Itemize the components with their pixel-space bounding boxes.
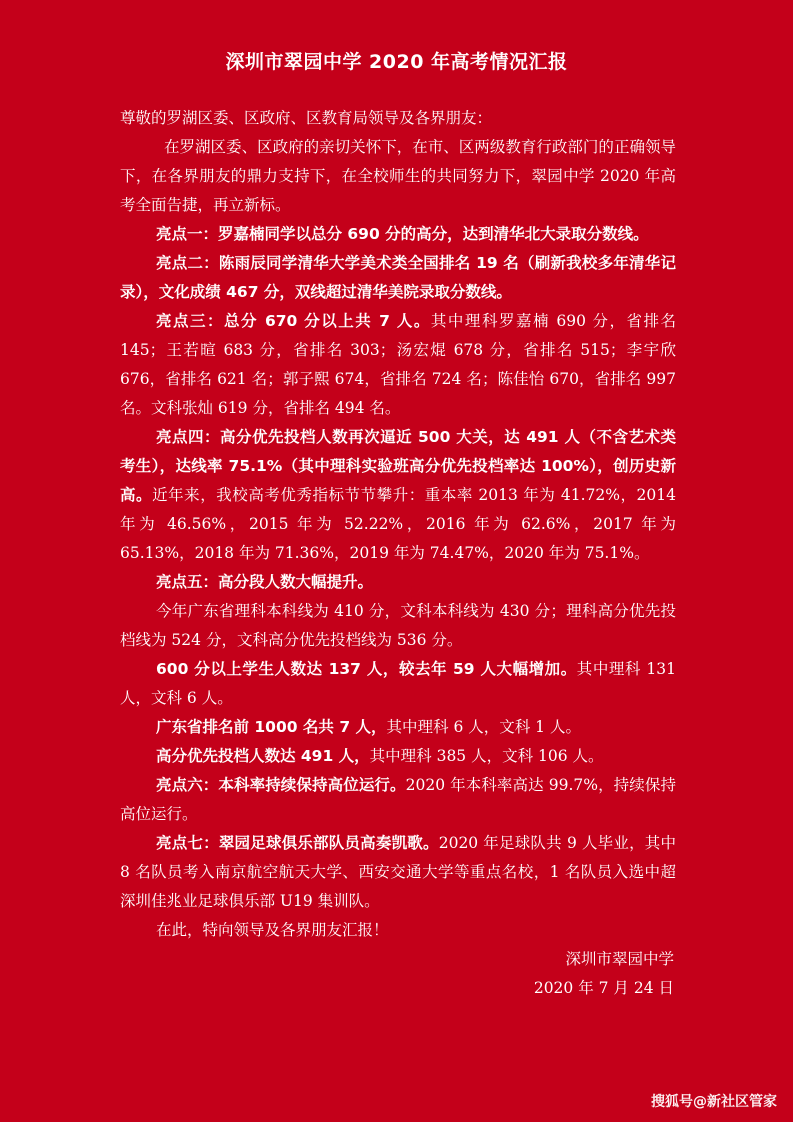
highlight-5-top1000-heading: 广东省排名前 1000 名共 7 人， bbox=[156, 718, 387, 736]
highlight-5-priority-paragraph bbox=[120, 742, 676, 771]
highlight-2-heading: 亮点二：陈雨辰同学清华大学美术类全国排名 19 名（刷新我校多年清华记录），文化成绩 467 分，双线超过清华美院录取分数线。 bbox=[120, 254, 676, 301]
highlight-4 bbox=[120, 423, 676, 568]
highlight-5-600-heading: 600 分以上学生人数达 137 人，较去年 59 人大幅增加。 bbox=[156, 660, 577, 678]
highlight-3-heading: 亮点三：总分 670 分以上共 7 人。 bbox=[156, 312, 431, 330]
highlight-7 bbox=[120, 829, 676, 916]
highlight-6-heading: 亮点六：本科率持续保持高位运行。 bbox=[156, 776, 406, 794]
highlight-3 bbox=[120, 307, 676, 423]
highlight-3-text: 其中理科罗嘉楠 690 分，省排名 145；王若暄 683 分，省排名 303；汤宏焜 678 分，省排名 515；李宇欣 676，省排名 621 名；郭子熙 674，省排名 724 名；陈佳怡 670，省排名 997 名。文科张灿 619 分，省排名 494 名。 bbox=[120, 312, 676, 417]
highlight-5-lines-paragraph: 今年广东省理科本科线为 410 分，文科本科线为 430 分；理科高分优先投档线为 524 分，文科高分优先投档线为 536 分。 bbox=[120, 602, 676, 649]
source-watermark: 搜狐号@新社区管家 bbox=[651, 1094, 777, 1110]
signature-school: 深圳市翠园中学 bbox=[565, 950, 674, 968]
highlight-7-text: 2020 年足球队共 9 人毕业，其中 8 名队员考入南京航空航天大学、西安交通大学等重点名校，1 名队员入选中超深圳佳兆业足球俱乐部 U19 集训队。 bbox=[120, 834, 676, 910]
signature-date: 2020 年 7 月 24 日 bbox=[533, 979, 674, 997]
highlight-5-heading: 亮点五：高分段人数大幅提升。 bbox=[156, 573, 374, 591]
intro-paragraph: 在罗湖区委、区政府的亲切关怀下，在市、区两级教育行政部门的正确领导下，在各界朋友的鼎力支持下，在全校师生的共同努力下，翠园中学 2020 年高考全面告捷，再立新标。 bbox=[120, 138, 676, 214]
highlight-5-priority-heading: 高分优先投档人数达 491 人， bbox=[156, 747, 370, 765]
highlight-5-top1000-paragraph bbox=[120, 713, 676, 742]
document-body bbox=[120, 104, 676, 1003]
highlight-6-text: 2020 年本科率高达 99.7%，持续保持高位运行。 bbox=[120, 776, 676, 823]
highlight-7-heading: 亮点七：翠园足球俱乐部队员高奏凯歌。 bbox=[156, 834, 439, 852]
highlight-5-600-text: 其中理科 131 人，文科 6 人。 bbox=[120, 660, 677, 707]
highlight-1-heading: 亮点一：罗嘉楠同学以总分 690 分的高分，达到清华北大录取分数线。 bbox=[156, 225, 649, 243]
highlight-5-600-paragraph bbox=[120, 655, 676, 713]
highlight-6 bbox=[120, 771, 676, 829]
salutation: 尊敬的罗湖区委、区政府、区教育局领导及各界朋友： bbox=[120, 109, 493, 127]
closing-paragraph: 在此，特向领导及各界朋友汇报！ bbox=[156, 921, 389, 939]
highlight-5-top1000-text: 其中理科 6 人，文科 1 人。 bbox=[386, 718, 581, 736]
highlight-4-heading: 亮点四：高分优先投档人数再次逼近 500 大关，达 491 人（不含艺术类考生），达线率 75.1%（其中理科实验班高分优先投档率达 100%），创历史新高。 bbox=[120, 428, 676, 504]
highlight-1 bbox=[120, 220, 676, 249]
document-title: 深圳市翠园中学 2020 年高考情况汇报 bbox=[225, 51, 568, 73]
highlight-4-text: 近年来，我校高考优秀指标节节攀升：重本率 2013 年为 41.72%，2014 年为 46.56%，2015 年为 52.22%，2016 年为 62.6%，2017 年为 65.13%，2018 年为 71.36%，2019 年为 74.47%，2020 年为 75.1%。 bbox=[120, 486, 676, 562]
highlight-2 bbox=[120, 249, 676, 307]
highlight-5-priority-text: 其中理科 385 人，文科 106 人。 bbox=[369, 747, 604, 765]
highlight-5 bbox=[120, 568, 676, 597]
